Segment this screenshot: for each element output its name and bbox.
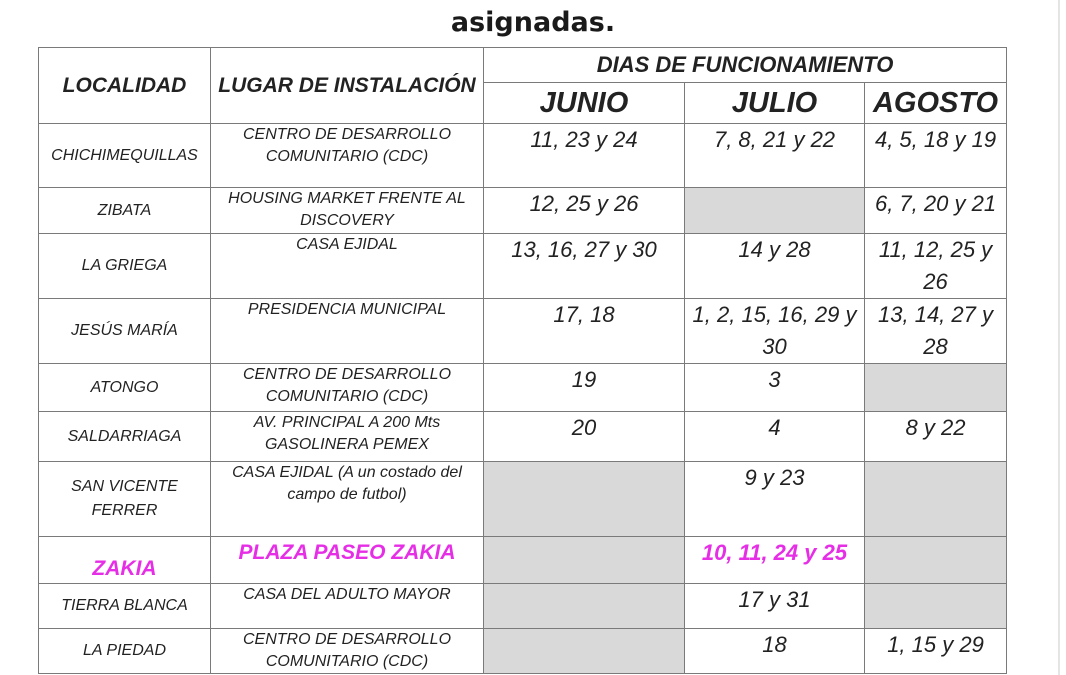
row-lugar: CASA DEL ADULTO MAYOR <box>211 584 484 629</box>
table-row <box>39 234 1007 299</box>
row-julio: 1, 2, 15, 16, 29 y 30 <box>685 299 865 364</box>
row-lugar: CENTRO DE DESARROLLO COMUNITARIO (CDC) <box>211 364 484 412</box>
table-row <box>39 462 1007 537</box>
row-agosto: 6, 7, 20 y 21 <box>865 188 1007 234</box>
table-row <box>39 188 1007 234</box>
row-julio: 14 y 28 <box>685 234 865 299</box>
table-row <box>39 584 1007 629</box>
table-row <box>39 412 1007 462</box>
header-localidad: LOCALIDAD <box>39 48 211 124</box>
row-lugar: CENTRO DE DESARROLLO COMUNITARIO (CDC) <box>211 124 484 188</box>
row-localidad: JESÚS MARÍA <box>39 299 211 364</box>
row-lugar: PLAZA PASEO ZAKIA <box>211 537 484 584</box>
page-heading: asignadas. <box>450 7 616 38</box>
row-junio: 13, 16, 27 y 30 <box>484 234 685 299</box>
row-localidad: ZAKIA <box>39 537 211 584</box>
page-edge-divider <box>1058 0 1060 675</box>
table-row <box>39 124 1007 188</box>
row-localidad: ATONGO <box>39 364 211 412</box>
row-julio: 18 <box>685 629 865 674</box>
row-julio: 17 y 31 <box>685 584 865 629</box>
row-junio-empty <box>484 537 685 584</box>
row-localidad: LA GRIEGA <box>39 234 211 299</box>
row-agosto-empty <box>865 537 1007 584</box>
row-junio: 19 <box>484 364 685 412</box>
row-agosto-empty <box>865 364 1007 412</box>
row-lugar: HOUSING MARKET FRENTE AL DISCOVERY <box>211 188 484 234</box>
row-junio: 20 <box>484 412 685 462</box>
schedule-table <box>38 47 1007 674</box>
row-lugar: CENTRO DE DESARROLLO COMUNITARIO (CDC) <box>211 629 484 674</box>
header-month-julio: JULIO <box>685 83 865 124</box>
row-localidad: SAN VICENTE FERRER <box>39 462 211 537</box>
row-localidad: TIERRA BLANCA <box>39 584 211 629</box>
table-row <box>39 629 1007 674</box>
row-junio: 17, 18 <box>484 299 685 364</box>
row-lugar: PRESIDENCIA MUNICIPAL <box>211 299 484 364</box>
row-agosto-empty <box>865 584 1007 629</box>
row-agosto: 4, 5, 18 y 19 <box>865 124 1007 188</box>
row-agosto: 13, 14, 27 y 28 <box>865 299 1007 364</box>
row-agosto: 11, 12, 25 y 26 <box>865 234 1007 299</box>
row-julio: 9 y 23 <box>685 462 865 537</box>
row-julio-empty <box>685 188 865 234</box>
row-julio: 3 <box>685 364 865 412</box>
row-junio: 11, 23 y 24 <box>484 124 685 188</box>
row-julio: 7, 8, 21 y 22 <box>685 124 865 188</box>
header-lugar: LUGAR DE INSTALACIÓN <box>211 48 484 124</box>
row-agosto: 8 y 22 <box>865 412 1007 462</box>
table-row <box>39 364 1007 412</box>
row-localidad: LA PIEDAD <box>39 629 211 674</box>
header-month-junio: JUNIO <box>484 83 685 124</box>
row-localidad: ZIBATA <box>39 188 211 234</box>
table-row <box>39 299 1007 364</box>
header-dias: DIAS DE FUNCIONAMIENTO <box>484 48 1007 83</box>
row-agosto-empty <box>865 462 1007 537</box>
row-localidad: SALDARRIAGA <box>39 412 211 462</box>
row-junio-empty <box>484 584 685 629</box>
row-agosto: 1, 15 y 29 <box>865 629 1007 674</box>
header-month-agosto: AGOSTO <box>865 83 1007 124</box>
row-junio-empty <box>484 462 685 537</box>
row-localidad: CHICHIMEQUILLAS <box>39 124 211 188</box>
row-julio: 4 <box>685 412 865 462</box>
row-lugar: AV. PRINCIPAL A 200 Mts GASOLINERA PEMEX <box>211 412 484 462</box>
table-row-highlighted <box>39 537 1007 584</box>
row-julio: 10, 11, 24 y 25 <box>685 537 865 584</box>
row-junio: 12, 25 y 26 <box>484 188 685 234</box>
row-lugar: CASA EJIDAL (A un costado del campo de futbol) <box>211 462 484 537</box>
row-lugar: CASA EJIDAL <box>211 234 484 299</box>
row-junio-empty <box>484 629 685 674</box>
